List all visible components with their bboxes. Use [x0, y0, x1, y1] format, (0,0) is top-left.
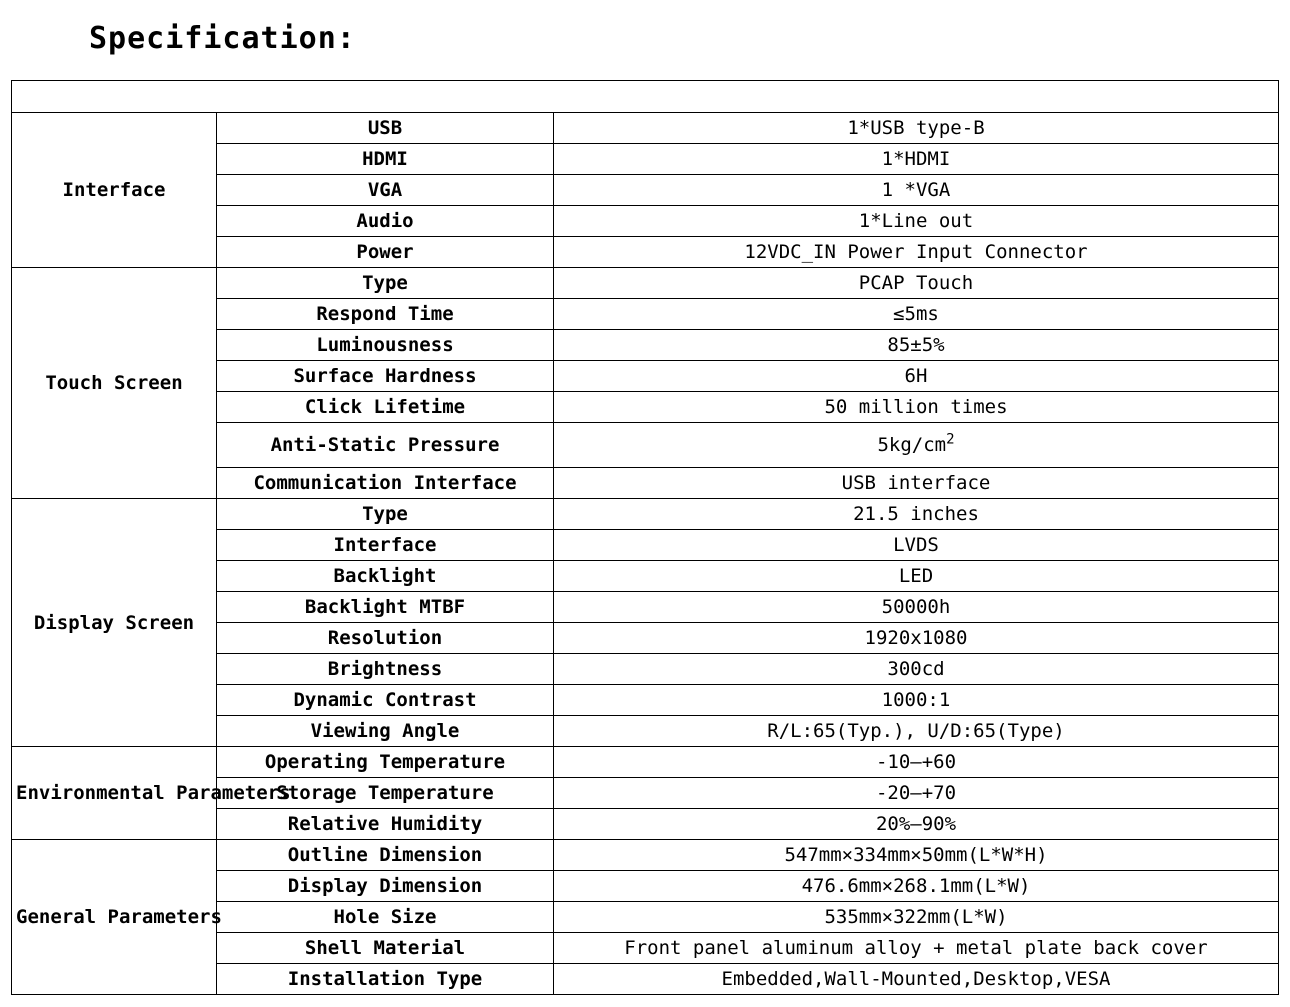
parameter-value — [554, 423, 1279, 468]
parameter-name: VGA — [217, 175, 554, 206]
table-row — [12, 113, 1279, 144]
parameter-value: 1000:1 — [554, 685, 1279, 716]
group-label: General Parameters — [12, 840, 217, 995]
parameter-value: ≤5ms — [554, 299, 1279, 330]
parameter-value: 535mm×322mm(L*W) — [554, 902, 1279, 933]
group-label: Display Screen — [12, 499, 217, 747]
parameter-name: Operating Temperature — [217, 747, 554, 778]
parameter-value: LED — [554, 561, 1279, 592]
parameter-name: Luminousness — [217, 330, 554, 361]
parameter-name: Type — [217, 499, 554, 530]
parameter-name: Respond Time — [217, 299, 554, 330]
parameter-name: Dynamic Contrast — [217, 685, 554, 716]
parameter-name: Outline Dimension — [217, 840, 554, 871]
parameter-value: LVDS — [554, 530, 1279, 561]
parameter-value: 1920x1080 — [554, 623, 1279, 654]
parameter-name: HDMI — [217, 144, 554, 175]
specification-table — [11, 80, 1279, 995]
parameter-value: 21.5 inches — [554, 499, 1279, 530]
group-label: Touch Screen — [12, 268, 217, 499]
parameter-name: Audio — [217, 206, 554, 237]
parameter-value: Embedded,Wall-Mounted,Desktop,VESA — [554, 964, 1279, 995]
parameter-value: 50000h — [554, 592, 1279, 623]
parameter-value: 1 *VGA — [554, 175, 1279, 206]
parameter-name: Anti-Static Pressure — [217, 423, 554, 468]
parameter-value: 1*USB type-B — [554, 113, 1279, 144]
parameter-name: Resolution — [217, 623, 554, 654]
specification-table-body — [12, 81, 1279, 995]
group-label: Interface — [12, 113, 217, 268]
parameter-name: Type — [217, 268, 554, 299]
parameter-name: Click Lifetime — [217, 392, 554, 423]
parameter-value: R/L:65(Typ.), U/D:65(Type) — [554, 716, 1279, 747]
parameter-value: 6H — [554, 361, 1279, 392]
parameter-value: 476.6mm×268.1mm(L*W) — [554, 871, 1279, 902]
page-title: Specification: — [89, 21, 356, 56]
parameter-name: Backlight MTBF — [217, 592, 554, 623]
parameter-value: USB interface — [554, 468, 1279, 499]
table-row — [12, 268, 1279, 299]
table-header-cell — [12, 81, 1279, 113]
table-header-row — [12, 81, 1279, 113]
parameter-name: Interface — [217, 530, 554, 561]
parameter-value: PCAP Touch — [554, 268, 1279, 299]
table-row — [12, 747, 1279, 778]
parameter-value: 547mm×334mm×50mm(L*W*H) — [554, 840, 1279, 871]
parameter-name: Surface Hardness — [217, 361, 554, 392]
parameter-name: Viewing Angle — [217, 716, 554, 747]
parameter-value: -10—+60 — [554, 747, 1279, 778]
parameter-value: 20%—90% — [554, 809, 1279, 840]
parameter-name: Backlight — [217, 561, 554, 592]
parameter-value: 50 million times — [554, 392, 1279, 423]
parameter-name: Brightness — [217, 654, 554, 685]
parameter-value: 12VDC_IN Power Input Connector — [554, 237, 1279, 268]
parameter-name: Shell Material — [217, 933, 554, 964]
parameter-name: Hole Size — [217, 902, 554, 933]
parameter-value: Front panel aluminum alloy + metal plate back cover — [554, 933, 1279, 964]
table-row — [12, 840, 1279, 871]
parameter-value: 1*HDMI — [554, 144, 1279, 175]
parameter-name: Communication Interface — [217, 468, 554, 499]
parameter-name: Storage Temperature — [217, 778, 554, 809]
group-label: Environmental Parameters — [12, 747, 217, 840]
parameter-value: 300cd — [554, 654, 1279, 685]
parameter-name: Power — [217, 237, 554, 268]
parameter-value-superscript: 2 — [946, 431, 955, 448]
parameter-value-text: 5kg/cm — [877, 434, 947, 456]
parameter-name: USB — [217, 113, 554, 144]
parameter-name: Installation Type — [217, 964, 554, 995]
parameter-name: Display Dimension — [217, 871, 554, 902]
parameter-value: -20—+70 — [554, 778, 1279, 809]
parameter-name: Relative Humidity — [217, 809, 554, 840]
parameter-value: 85±5% — [554, 330, 1279, 361]
table-row — [12, 499, 1279, 530]
parameter-value: 1*Line out — [554, 206, 1279, 237]
